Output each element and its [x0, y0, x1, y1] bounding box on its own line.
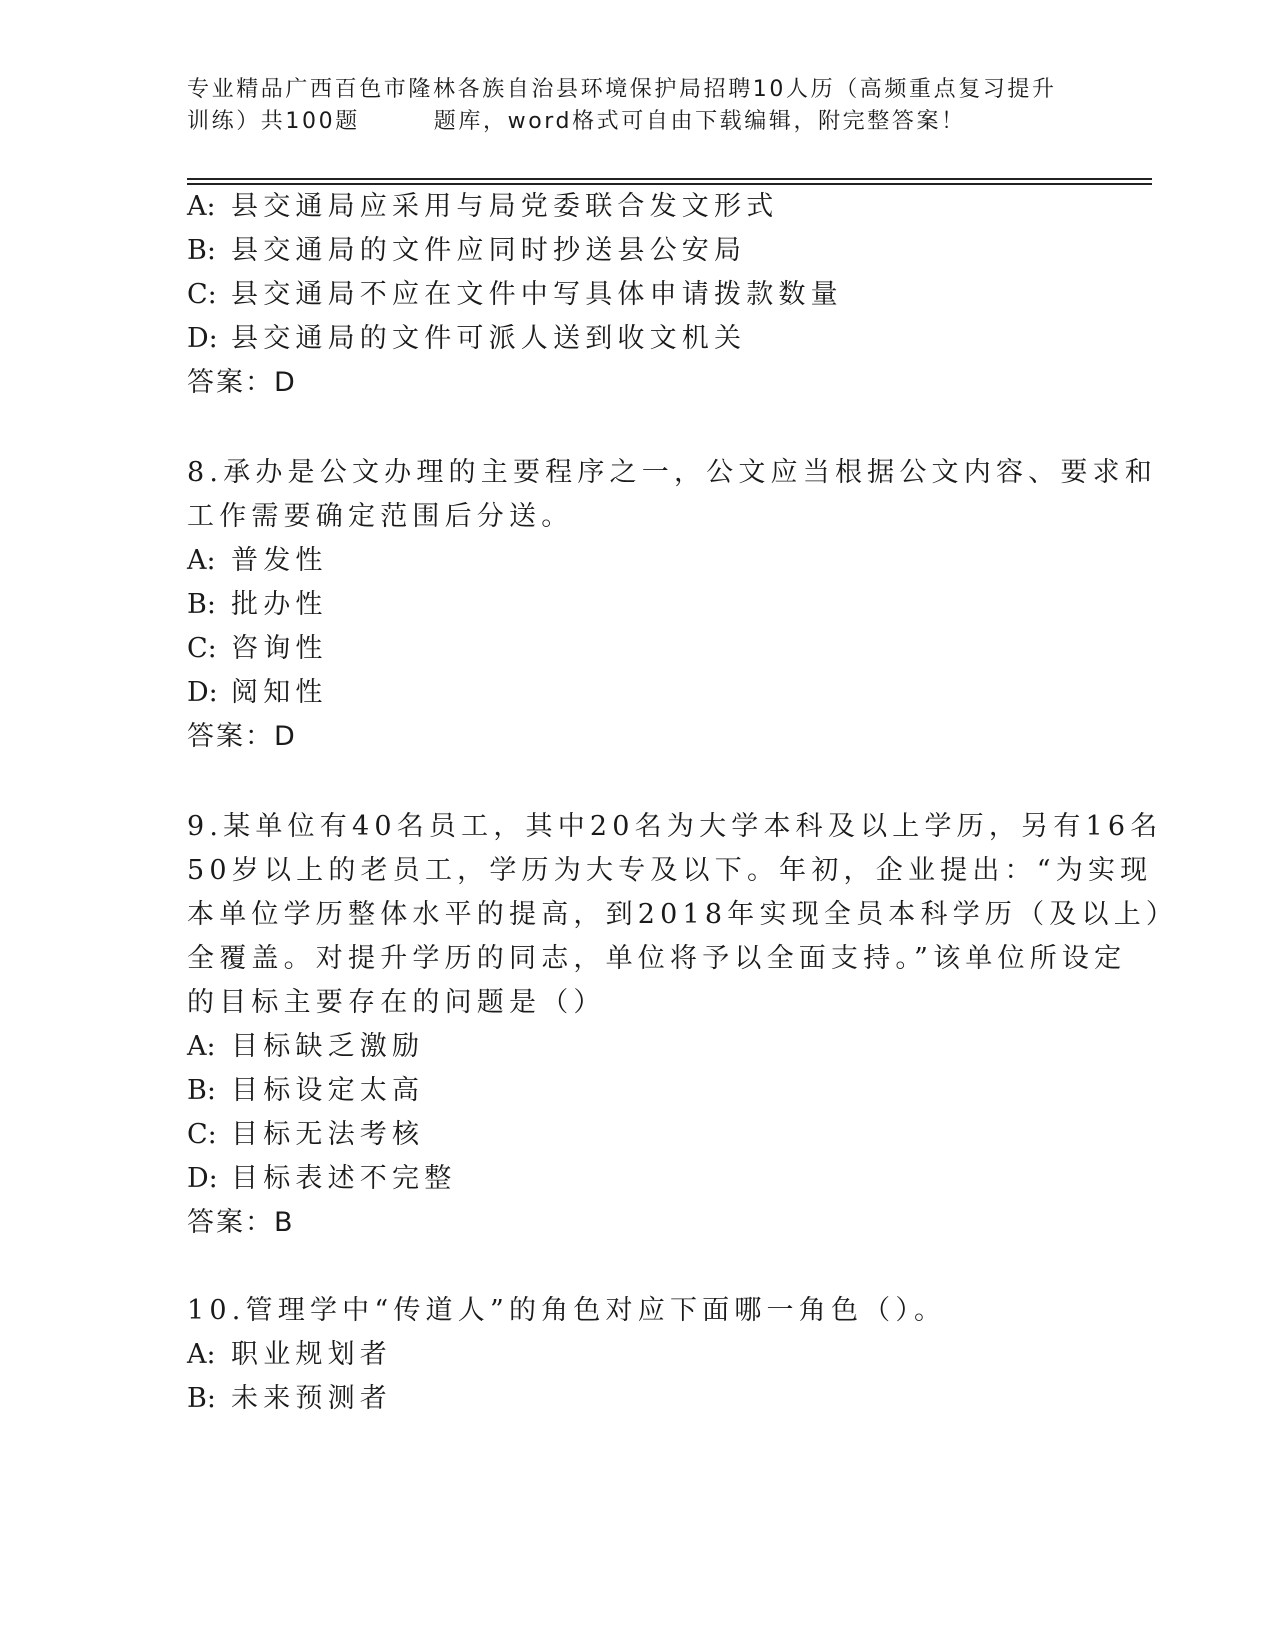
q9-option-c: [187, 1118, 424, 1152]
q8-option-c: [187, 632, 328, 666]
q8-option-d: [187, 676, 328, 710]
option-text: 目标表述不完整: [231, 1163, 457, 1194]
option-label: A:: [187, 1339, 216, 1370]
q9-stem-line-4: 全覆盖。对提升学历的同志，单位将予以全面支持。”该单位所设定: [187, 943, 1127, 974]
option-text: 目标缺乏激励: [231, 1031, 425, 1062]
q9-stem-line-2: 50岁以上的老员工，学历为大专及以下。年初，企业提出：“为实现: [187, 855, 1153, 886]
option-label: B:: [187, 1383, 216, 1414]
option-text: 咨询性: [231, 633, 328, 664]
q7-option-c: [187, 278, 843, 312]
q9-answer: 答案：B: [187, 1207, 295, 1238]
q7-option-a: [187, 190, 778, 224]
q7-option-d: [187, 322, 746, 356]
header-line-2-part-1: 训练）共100题: [187, 109, 360, 134]
q10-option-b: [187, 1382, 392, 1416]
option-text: 县交通局的文件可派人送到收文机关: [231, 323, 747, 354]
header-line-1: 专业精品广西百色市隆林各族自治县环境保护局招聘10人历（高频重点复习提升: [187, 77, 1057, 102]
option-label: B:: [187, 589, 216, 620]
option-label: D:: [187, 323, 218, 354]
option-text: 目标设定太高: [231, 1075, 425, 1106]
q8-option-a: [187, 544, 328, 578]
q8-stem-line-1: 8.承办是公文办理的主要程序之一，公文应当根据公文内容、要求和: [187, 457, 1157, 488]
option-label: A:: [187, 191, 216, 222]
option-label: B:: [187, 1075, 216, 1106]
option-label: A:: [187, 545, 216, 576]
option-label: C:: [187, 279, 217, 310]
option-label: D:: [187, 677, 218, 708]
q8-stem-line-2: 工作需要确定范围后分送。: [187, 501, 574, 532]
q7-option-b: [187, 234, 746, 268]
header-line-2: [187, 106, 1087, 138]
q9-stem-line-1: 9.某单位有40名员工，其中20名为大学本科及以上学历，另有16名: [187, 811, 1163, 842]
option-text: 职业规划者: [231, 1339, 392, 1370]
q9-stem-line-5: 的目标主要存在的问题是（）: [187, 987, 606, 1018]
header-divider-top: [187, 178, 1152, 180]
option-label: B:: [187, 235, 216, 266]
option-label: C:: [187, 633, 217, 664]
option-text: 目标无法考核: [231, 1119, 425, 1150]
option-label: D:: [187, 1163, 218, 1194]
option-text: 县交通局不应在文件中写具体申请拨款数量: [231, 279, 843, 310]
q9-option-d: [187, 1162, 456, 1196]
q9-option-a: [187, 1030, 424, 1064]
option-text: 县交通局的文件应同时抄送县公安局: [231, 235, 747, 266]
option-text: 县交通局应采用与局党委联合发文形式: [231, 191, 779, 222]
page-header: [187, 74, 1087, 138]
option-text: 阅知性: [231, 677, 328, 708]
option-text: 批办性: [231, 589, 328, 620]
option-label: C:: [187, 1119, 217, 1150]
header-divider-bottom: [187, 183, 1152, 185]
q9-option-b: [187, 1074, 424, 1108]
q8-option-b: [187, 588, 328, 622]
q10-option-a: [187, 1338, 392, 1372]
q10-stem-line-1: 10.管理学中“传道人”的角色对应下面哪一角色（）。: [187, 1295, 947, 1326]
option-label: A:: [187, 1031, 216, 1062]
q8-answer: 答案：D: [187, 721, 297, 752]
option-text: 未来预测者: [231, 1383, 392, 1414]
q7-answer: 答案：D: [187, 367, 297, 398]
option-text: 普发性: [231, 545, 328, 576]
header-line-2-part-2: 题库，word格式可自由下载编辑，附完整答案！: [433, 109, 966, 134]
q9-stem-line-3: 本单位学历整体水平的提高，到2018年实现全员本科学历（及以上）: [187, 899, 1179, 930]
